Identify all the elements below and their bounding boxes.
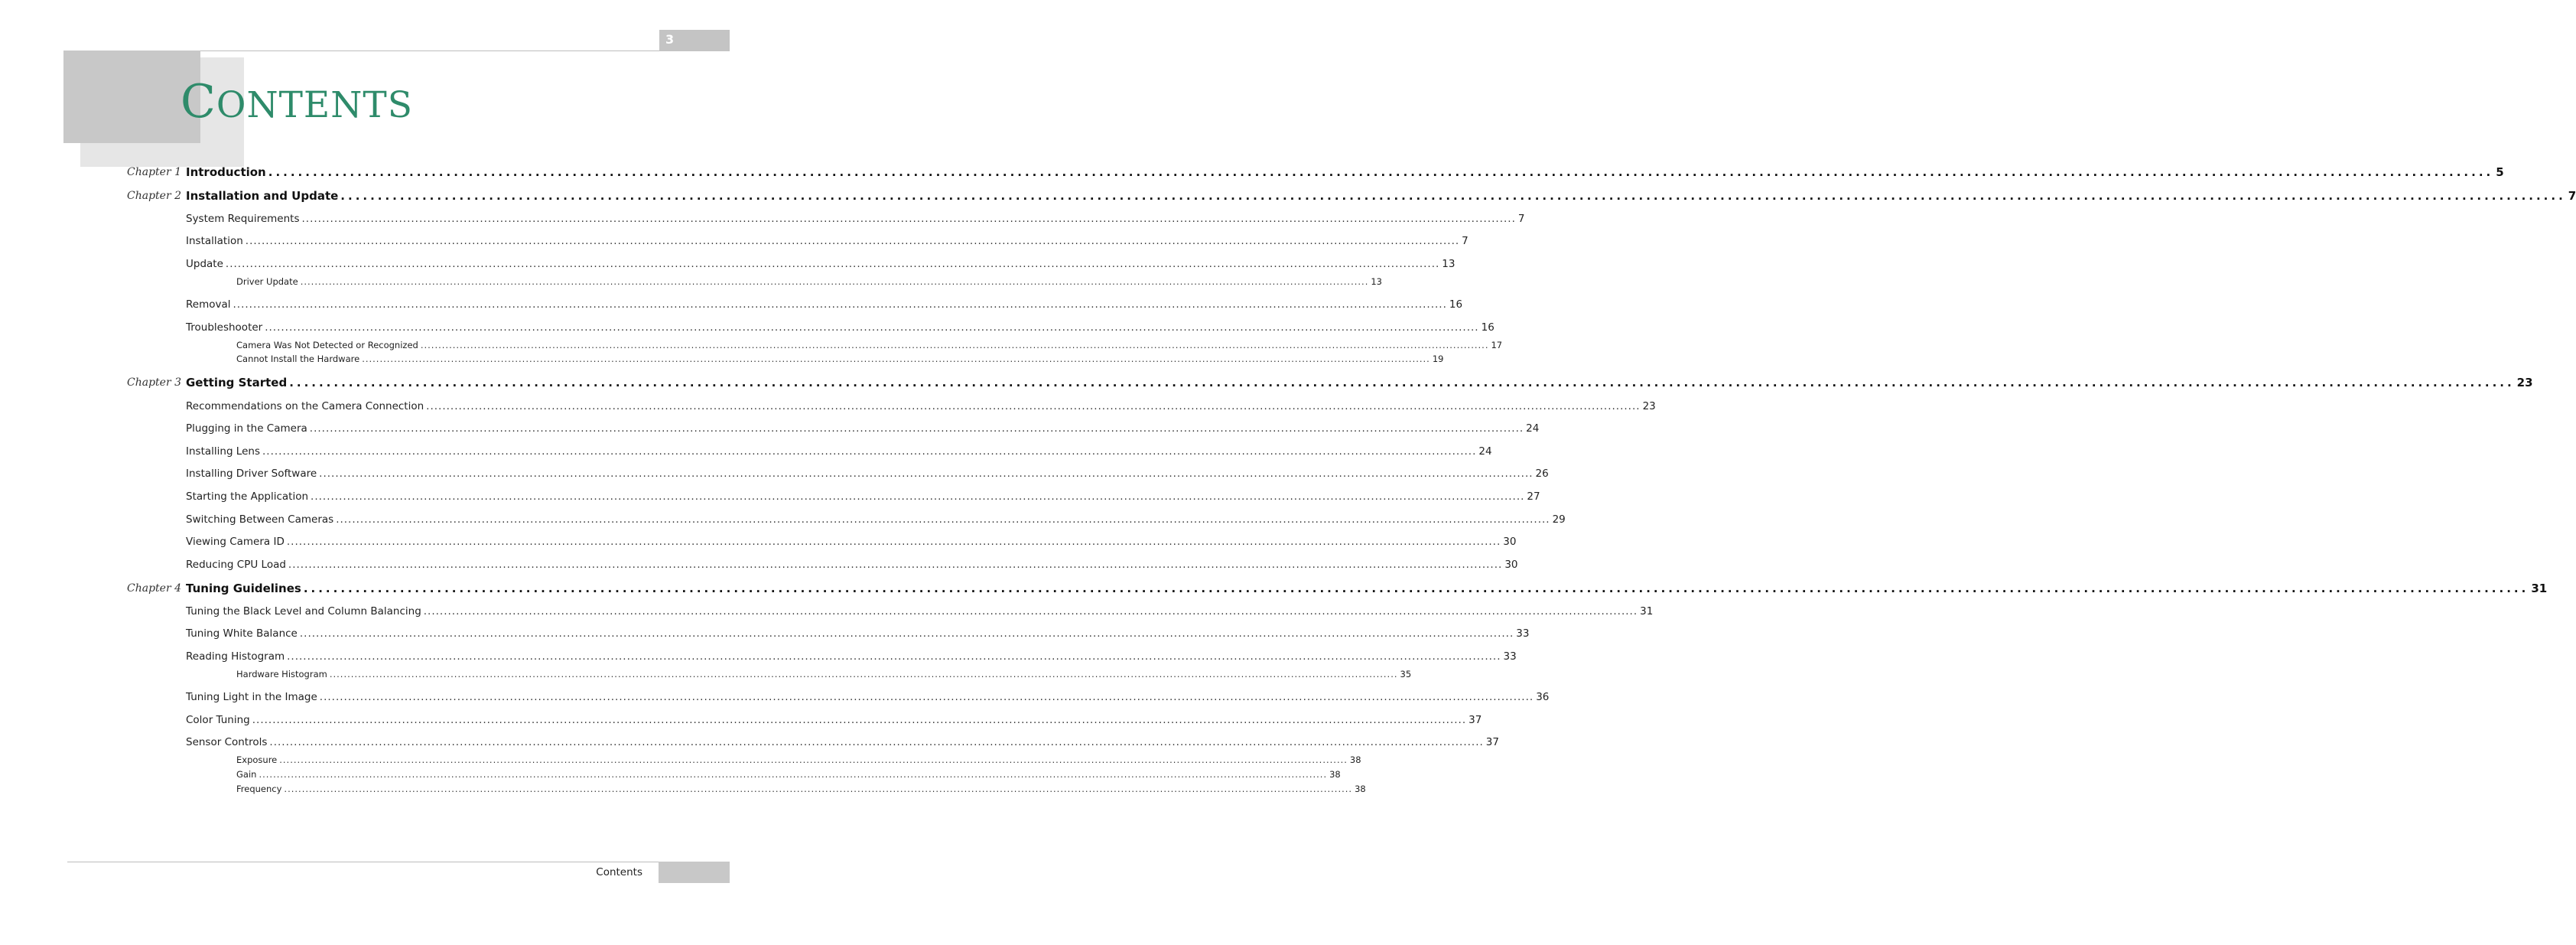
toc-subsection[interactable] bbox=[236, 669, 1412, 686]
toc-chapter-title: Getting Started bbox=[186, 376, 288, 389]
toc-section[interactable] bbox=[186, 513, 1566, 530]
toc-section[interactable] bbox=[186, 213, 1525, 230]
dot-leader: ............................................................................................................................................................................................................................................................................................................ bbox=[286, 536, 1501, 548]
toc-chapter[interactable] bbox=[186, 165, 2504, 182]
dot-leader: ............................................................................................................................................................................................................................................................................................................ bbox=[287, 650, 1501, 663]
toc-subsection-title: Camera Was Not Detected or Recognized bbox=[236, 340, 418, 350]
dot-leader: ............................................................................................................................................................................................................................................................................................................ bbox=[288, 559, 1503, 571]
toc-section[interactable] bbox=[186, 490, 1540, 507]
dot-leader: ............................................................................................................................................................................................................................................................................................................ bbox=[303, 582, 2529, 595]
toc-section-title: Troubleshooter bbox=[186, 321, 263, 334]
dot-leader: ............................................................................................................................................................................................................................................................................................................ bbox=[279, 754, 1348, 765]
toc-section-title: System Requirements bbox=[186, 213, 300, 225]
toc-section-page-number: 16 bbox=[1449, 298, 1463, 311]
toc-section[interactable] bbox=[186, 235, 1469, 252]
toc-section[interactable] bbox=[186, 468, 1549, 484]
dot-leader: ............................................................................................................................................................................................................................................................................................................ bbox=[319, 468, 1534, 480]
title-rest: ONTENTS bbox=[216, 84, 413, 126]
toc-chapter[interactable] bbox=[186, 582, 2548, 598]
toc-section[interactable] bbox=[186, 605, 1654, 622]
toc-section-title: Tuning the Black Level and Column Balancing bbox=[186, 605, 421, 618]
toc-section[interactable] bbox=[186, 298, 1463, 315]
toc-section-title: Tuning White Balance bbox=[186, 627, 298, 640]
title-initial: C bbox=[181, 75, 216, 129]
toc-section[interactable] bbox=[186, 258, 1456, 275]
toc-chapter-page-number: 23 bbox=[2516, 376, 2533, 389]
toc-section-title: Switching Between Cameras bbox=[186, 513, 334, 526]
toc-chapter-title: Tuning Guidelines bbox=[186, 582, 301, 595]
toc-chapter[interactable] bbox=[186, 189, 2576, 206]
dot-leader: ............................................................................................................................................................................................................................................................................................................ bbox=[269, 736, 1484, 748]
toc-subsection-page-number: 19 bbox=[1432, 354, 1444, 364]
dot-leader: ............................................................................................................................................................................................................................................................................................................ bbox=[225, 258, 1440, 270]
toc-chapter-title: Introduction bbox=[186, 165, 266, 179]
toc-section-page-number: 31 bbox=[1640, 605, 1654, 618]
toc-chapter-page-number: 5 bbox=[2496, 165, 2504, 179]
toc-section[interactable] bbox=[186, 650, 1517, 667]
chapter-label: Chapter 1 bbox=[127, 166, 181, 178]
toc-subsection-page-number: 38 bbox=[1349, 754, 1361, 765]
toc-section-title: Recommendations on the Camera Connection bbox=[186, 400, 424, 412]
dot-leader: ............................................................................................................................................................................................................................................................................................................ bbox=[426, 400, 1641, 412]
toc-subsection-page-number: 35 bbox=[1400, 669, 1412, 679]
dot-leader: ............................................................................................................................................................................................................................................................................................................ bbox=[420, 340, 1489, 350]
toc-subsection-title: Driver Update bbox=[236, 276, 298, 287]
toc-subsection-title: Exposure bbox=[236, 754, 278, 765]
dot-leader: ............................................................................................................................................................................................................................................................................................................ bbox=[265, 321, 1479, 334]
toc-section-title: Installing Driver Software bbox=[186, 468, 317, 480]
toc-section-title: Update bbox=[186, 258, 223, 270]
toc-chapter-page-number: 31 bbox=[2531, 582, 2548, 595]
toc-section-title: Starting the Application bbox=[186, 490, 309, 503]
toc-section-page-number: 7 bbox=[1517, 213, 1525, 225]
toc-section-title: Reducing CPU Load bbox=[186, 559, 286, 571]
toc-subsection-title: Hardware Histogram bbox=[236, 669, 327, 679]
toc-section[interactable] bbox=[186, 714, 1482, 731]
dot-leader: ............................................................................................................................................................................................................................................................................................................ bbox=[289, 376, 2515, 389]
toc-section[interactable] bbox=[186, 736, 1499, 753]
toc-section-title: Plugging in the Camera bbox=[186, 422, 307, 435]
toc-section-title: Reading Histogram bbox=[186, 650, 285, 663]
toc-subsection[interactable] bbox=[236, 784, 1366, 800]
toc-section-page-number: 33 bbox=[1503, 650, 1517, 663]
dot-leader: ............................................................................................................................................................................................................................................................................................................ bbox=[299, 627, 1514, 640]
page-title bbox=[181, 75, 413, 129]
toc-section[interactable] bbox=[186, 445, 1492, 462]
toc-subsection-title: Frequency bbox=[236, 784, 282, 794]
dot-leader: ............................................................................................................................................................................................................................................................................................................ bbox=[252, 714, 1467, 726]
toc-section-page-number: 16 bbox=[1481, 321, 1495, 334]
toc-section-page-number: 37 bbox=[1469, 714, 1482, 726]
toc-section-page-number: 37 bbox=[1485, 736, 1499, 748]
chapter-label: Chapter 2 bbox=[127, 190, 181, 202]
dot-leader: ............................................................................................................................................................................................................................................................................................................ bbox=[300, 276, 1369, 287]
dot-leader: ............................................................................................................................................................................................................................................................................................................ bbox=[284, 784, 1353, 794]
toc-section-title: Viewing Camera ID bbox=[186, 536, 285, 548]
toc-chapter-page-number: 7 bbox=[2568, 189, 2576, 203]
chapter-label: Chapter 4 bbox=[127, 582, 181, 595]
toc-section[interactable] bbox=[186, 627, 1530, 644]
toc-subsection-page-number: 17 bbox=[1491, 340, 1503, 350]
toc-subsection-page-number: 38 bbox=[1355, 784, 1366, 794]
toc-section-title: Color Tuning bbox=[186, 714, 250, 726]
footer-tab bbox=[659, 862, 730, 883]
dot-leader: ............................................................................................................................................................................................................................................................................................................ bbox=[259, 769, 1328, 780]
decorative-block-light-lower bbox=[80, 143, 200, 167]
toc-section-page-number: 30 bbox=[1503, 536, 1517, 548]
toc-section-title: Installation bbox=[186, 235, 243, 247]
dot-leader: ............................................................................................................................................................................................................................................................................................................ bbox=[362, 354, 1430, 364]
dot-leader: ............................................................................................................................................................................................................................................................................................................ bbox=[301, 213, 1516, 225]
toc-section-page-number: 29 bbox=[1552, 513, 1566, 526]
chapter-label: Chapter 3 bbox=[127, 376, 181, 389]
toc-section-page-number: 36 bbox=[1536, 691, 1550, 703]
dot-leader: ............................................................................................................................................................................................................................................................................................................ bbox=[336, 513, 1550, 526]
dot-leader: ............................................................................................................................................................................................................................................................................................................ bbox=[268, 165, 2494, 179]
toc-section[interactable] bbox=[186, 400, 1656, 417]
toc-section[interactable] bbox=[186, 422, 1540, 439]
footer-label: Contents bbox=[596, 866, 642, 878]
toc-section-page-number: 27 bbox=[1527, 490, 1540, 503]
toc-chapter[interactable] bbox=[186, 376, 2533, 393]
toc-section-title: Installing Lens bbox=[186, 445, 260, 458]
page-number-tab bbox=[659, 30, 730, 51]
toc-chapter-title: Installation and Update bbox=[186, 189, 339, 203]
dot-leader: ............................................................................................................................................................................................................................................................................................................ bbox=[340, 189, 2566, 203]
dot-leader: ............................................................................................................................................................................................................................................................................................................ bbox=[233, 298, 1447, 311]
toc-section[interactable] bbox=[186, 559, 1518, 575]
toc-section[interactable] bbox=[186, 536, 1517, 552]
toc-subsection-page-number: 13 bbox=[1371, 276, 1382, 287]
toc-section[interactable] bbox=[186, 691, 1550, 708]
toc-section-page-number: 24 bbox=[1478, 445, 1492, 458]
toc-subsection-title: Gain bbox=[236, 769, 257, 780]
toc-section-page-number: 24 bbox=[1526, 422, 1540, 435]
dot-leader: ............................................................................................................................................................................................................................................................................................................ bbox=[319, 691, 1534, 703]
dot-leader: ............................................................................................................................................................................................................................................................................................................ bbox=[245, 235, 1460, 247]
toc-section-title: Removal bbox=[186, 298, 231, 311]
dot-leader: ............................................................................................................................................................................................................................................................................................................ bbox=[423, 605, 1638, 618]
toc-subsection[interactable] bbox=[236, 276, 1382, 293]
page-number: 3 bbox=[665, 32, 675, 47]
toc-section-page-number: 30 bbox=[1504, 559, 1518, 571]
dot-leader: ............................................................................................................................................................................................................................................................................................................ bbox=[309, 422, 1524, 435]
dot-leader: ............................................................................................................................................................................................................................................................................................................ bbox=[329, 669, 1398, 679]
toc-section-page-number: 13 bbox=[1442, 258, 1456, 270]
toc-section-title: Tuning Light in the Image bbox=[186, 691, 317, 703]
toc-section-page-number: 7 bbox=[1462, 235, 1469, 247]
dot-leader: ............................................................................................................................................................................................................................................................................................................ bbox=[262, 445, 1477, 458]
toc-subsection-title: Cannot Install the Hardware bbox=[236, 354, 360, 364]
toc-section-page-number: 23 bbox=[1642, 400, 1656, 412]
toc-section[interactable] bbox=[186, 321, 1495, 338]
dot-leader: ............................................................................................................................................................................................................................................................................................................ bbox=[311, 490, 1525, 503]
toc-section-title: Sensor Controls bbox=[186, 736, 268, 748]
toc-subsection[interactable] bbox=[236, 354, 1444, 370]
toc-section-page-number: 33 bbox=[1516, 627, 1530, 640]
toc-section-page-number: 26 bbox=[1535, 468, 1549, 480]
toc-subsection-page-number: 38 bbox=[1329, 769, 1341, 780]
